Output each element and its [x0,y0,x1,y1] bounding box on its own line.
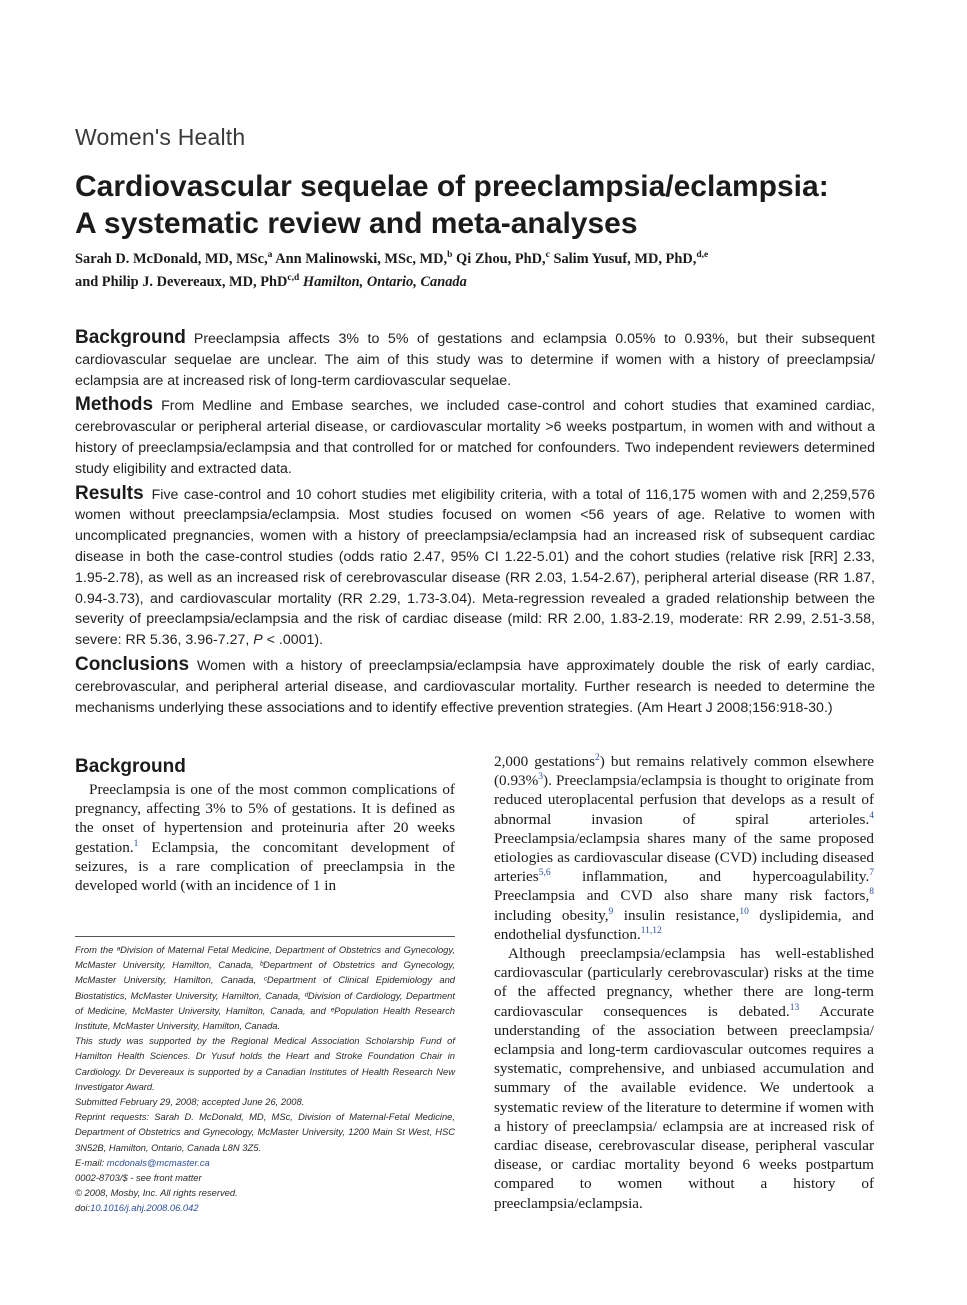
abstract-results-text-end: < .0001). [266,632,324,649]
author-name: Sarah D. McDonald, MD, MSc, [75,250,268,267]
footnote-submitted: Submitted February 29, 2008; accepted June 26, 2008. [75,1096,305,1108]
body-text-run: inflammation, and hypercoagulability. [550,868,870,886]
abstract-methods-text: From Medline and Embase searches, we included case-control and cohort studies that examined cardiac, cerebrovascular or peripheral arterial disease, or cardiovascular mortality >6 weeks postpartum, in women with and without a history of preeclampsia/eclampsia and that controlled for or matched for confounders. Two independent reviewers determined study eligibility and extracted data. [75,398,875,477]
email-link[interactable]: mcdonals@mcmaster.ca [106,1156,210,1168]
footnote-affiliations: From the ᵃDivision of Maternal Fetal Medicine, Department of Obstetrics and Gynecology, McMaster University, Hamilton, Canada, ᵇDepartment of Obstetrics and Gynecology, McMaster University, Hamilton, Canada, ᶜDepartment of Clinical Epidemiology and Biostatistics, McMaster University, Hamilton, Canada, ᵈDivision of Cardiology, Department of Medicine, McMaster University, Hamilton, Canada, and ᵉPopulation Health Research Institute, McMaster University, Hamilton, Canada. [75,944,455,1032]
left-column [75,756,455,895]
body-text-run: Although preeclampsia/eclampsia has well-established cardiovascular (particularly cerebrovascular) risks at the time of the affected pregnancy, whether there are long-term cardiovascular consequences is debated. [494,945,874,1020]
body-text-run: ). Preeclampsia/eclampsia is thought to originate from reduced uteroplacental perfusion that develops as a result of abnormal invasion of spiral arterioles. [494,772,874,828]
section-label: Women's Health [75,124,246,150]
footnote-copyright: © 2008, Mosby, Inc. All rights reserved. [75,1187,238,1199]
author-name: Salim Yusuf, MD, PhD, [553,250,697,267]
footnote-block [75,942,455,1216]
abstract [75,328,875,722]
citation-link[interactable]: 7 [869,868,874,879]
abstract-heading-background: Background [75,327,186,348]
body-text-run: Eclampsia, the concomitant development of seizures, is a rare complication of preeclampsia in the developed world (with an incidence of 1 in [75,838,455,895]
author-name: Ann Malinowski, MSc, MD, [275,250,448,267]
doi-label: doi: [75,1202,91,1214]
abstract-conclusions-text: Women with a history of preeclampsia/eclampsia have approximately double the risk of early cardiac, cerebrovascular, and peripheral arterial disease, and cardiovascular mortality. Further research is needed to determine the mechanisms underlying these associations and to identify effective prevention strategies. (Am Heart J 2008;156:918-30.) [75,657,875,716]
author-list [75,246,905,292]
abstract-heading-methods: Methods [75,394,154,416]
body-paragraph [75,780,455,895]
body-text-run: dyslipidemia, and endothelial dysfunction. [494,906,874,943]
email-label: E-mail: [75,1156,107,1168]
body-text-run: 2,000 gestations [494,753,596,770]
citation-link[interactable]: 10 [739,906,749,917]
right-column [494,752,874,1213]
author-name: and Philip J. Devereaux, MD, PhD [75,273,288,290]
footnote-email [75,1155,455,1170]
background-heading: Background [75,756,186,777]
affiliation-marker: a [267,250,273,260]
abstract-heading-conclusions: Conclusions [75,653,190,675]
abstract-heading-results: Results [75,482,144,504]
body-paragraph [494,752,874,944]
affiliation-marker: d,e [696,250,709,260]
citation-link[interactable]: 9 [608,906,614,917]
footnote-reprints: Reprint requests: Sarah D. McDonald, MD, MSc, Division of Maternal-Fetal Medicine, Department of Obstetrics and Gynecology, McMaster University, 1200 Main St West, HSC 3N52B, Hamilton, Ontario, Canada L8N 3Z5. [75,1111,455,1153]
body-text-run: including obesity, [494,906,609,924]
abstract-background-text: Preeclampsia affects 3% to 5% of gestations and eclampsia 0.05% to 0.93%, but their subsequent cardiovascular sequelae are unclear. The aim of this study was to determine if women with a history of preeclampsia/ eclampsia are at increased risk of long-term cardiovascular sequelae. [75,331,875,389]
article-title [75,168,905,242]
footnote-doi [75,1200,455,1215]
author-name: Qi Zhou, PhD, [456,250,546,267]
abstract-background [75,328,875,391]
title-line-2: A systematic review and meta-analyses [75,207,638,240]
footnote-funding: This study was supported by the Regional Medical Association Scholarship Fund of Hamilton Health Sciences. Dr Yusuf holds the Heart and Stroke Foundation Chair in Cardiology. Dr Devereaux is supported by a Canadian Institutes of Health Research New Investigator Award. [75,1035,455,1092]
citation-link[interactable]: 1 [133,838,139,849]
body-paragraph [494,944,874,1213]
author-location: Hamilton, Ontario, Canada [302,273,467,290]
affiliation-marker: c [545,250,550,260]
footnote-issn: 0002-8703/$ - see front matter [75,1172,202,1184]
body-text-run: ) but remains relatively common elsewhere (0.93% [494,753,874,790]
doi-link[interactable]: 10.1016/j.ahj.2008.06.042 [90,1202,199,1214]
title-line-1: Cardiovascular sequelae of preeclampsia/eclampsia: [75,170,829,203]
abstract-methods [75,395,875,479]
citation-link[interactable]: 5,6 [538,868,551,879]
abstract-results-text: Five case-control and 10 cohort studies met eligibility criteria, with a total of 116,175 women with and 2,259,576 women without preeclampsia/eclampsia. Most studies focused on women <56 years of age. Relative to women with uncomplicated pregnancies, women with a history of preeclampsia/eclampsia had an increased risk of subsequent cardiac disease in both the case-control studies (odds ratio 2.47, 95% CI 1.22-5.01) and the cohort studies (relative risk [RR] 2.33, 1.95-2.78), as well as an increased risk of cerebrovascular disease (RR 2.03, 1.54-2.67), peripheral arterial disease (RR 1.87, 0.94-3.73), and cardiovascular mortality (RR 2.29, 1.73-3.04). Meta-regression revealed a graded relationship between the severity of preeclampsia/eclampsia and the risk of cardiac disease (mild: RR 2.00, 1.83-2.19, moderate: RR 2.99, 2.51-3.58, severe: RR 5.36, 3.96-7.27, [75,486,875,649]
p-value-symbol: P [253,632,263,649]
citation-link[interactable]: 11,12 [640,925,662,936]
citation-link[interactable]: 8 [869,887,874,898]
body-text-run: Preeclampsia/eclampsia shares many of the same proposed etiologies as cardiovascular disease (CVD) including diseased arteries [494,829,874,886]
citation-link[interactable]: 13 [789,1002,800,1013]
footnote-divider [75,936,455,937]
body-text-run: Preeclampsia is one of the most common complications of pregnancy, affecting 3% to 5% of gestations. It is defined as the onset of hypertension and proteinuria after 20 weeks gestation. [75,781,455,856]
affiliation-marker: c,d [287,272,300,283]
abstract-conclusions [75,655,875,718]
body-text-run: Preeclampsia and CVD also share many risk factors, [494,887,870,905]
body-text-run: Accurate understanding of the association between preeclampsia/ eclampsia and long-term cardiovascular outcomes requires a systematic, comprehensive, and unbiased accumulation and summary of the available evidence. We undertook a systematic review of the literature to determine if women with a history of preeclampsia/ eclampsia are at increased risk of cardiac disease, cerebrovascular disease, peripheral vascular disease, or cardiac mortality beyond 6 weeks postpartum compared to women without a history of preeclampsia/eclampsia. [494,1002,874,1212]
body-text-run: insulin resistance, [613,906,740,924]
citation-link[interactable]: 3 [538,772,544,783]
abstract-results [75,484,875,651]
citation-link[interactable]: 4 [869,810,874,821]
affiliation-marker: b [447,250,453,260]
citation-link[interactable]: 2 [595,752,600,763]
